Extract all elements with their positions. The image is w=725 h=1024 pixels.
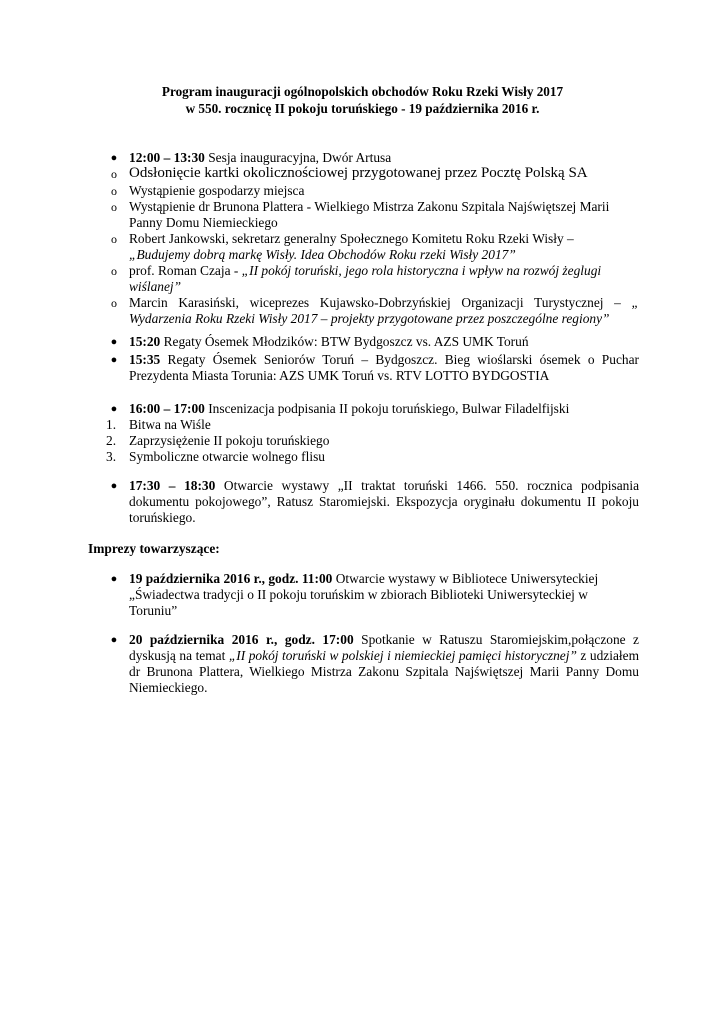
- session1-item-3: Wystąpienie dr Brunona Plattera - Wielkiego Mistrza Zakonu Szpitala Najświętszej Marii Panny Domu Niemieckiego: [129, 199, 610, 230]
- circle-bullet-icon: o: [111, 264, 117, 278]
- title-line-2: w 550. rocznicę II pokoju toruńskiego - 19 października 2016 r.: [185, 101, 540, 116]
- session2-line: [129, 401, 639, 417]
- bullet-icon: ●: [110, 634, 118, 646]
- circle-bullet-icon: o: [111, 200, 117, 214]
- side-event-2-text: Spotkanie w Ratuszu Staromiejskim,połączone z dyskusją na temat: [129, 632, 639, 663]
- bullet-icon: ●: [110, 403, 118, 415]
- session1-line: [129, 150, 639, 166]
- session2-text: Inscenizacja podpisania II pokoju toruńskiego, Bulwar Filadelfijski: [204, 401, 570, 416]
- session1-item-6-text: Marcin Karasiński, wiceprezes Kujawsko-Dobrzyńskiej Organizacji Turystycznej –: [129, 295, 632, 310]
- session1-item-4: [129, 231, 639, 263]
- regatta1-text: Regaty Ósemek Młodzików: BTW Bydgoszcz vs. AZS UMK Toruń: [160, 334, 529, 349]
- session1-item-5-quote: „II pokój toruński, jego rola historyczna i wpływ na rozwój żeglugi wiślanej”: [129, 263, 602, 294]
- side-event-1-date: 19 października 2016 r., godz. 11:00: [129, 571, 333, 586]
- circle-bullet-icon: o: [111, 167, 117, 181]
- session1-item-5: [129, 263, 614, 295]
- session2-time: 16:00 – 17:00: [129, 401, 205, 416]
- session3-line: [129, 478, 639, 526]
- bullet-icon: ●: [110, 336, 118, 348]
- side-event-1: [129, 571, 639, 619]
- circle-bullet-icon: o: [111, 296, 117, 310]
- side-event-2-quote: „II pokój toruński w polskiej i niemieckiej pamięci historycznej”: [228, 648, 577, 663]
- session1-time: 12:00 – 13:30: [129, 150, 205, 165]
- session1-item-6: [129, 295, 639, 327]
- session1-item-4-quote: „Budujemy dobrą markę Wisły. Idea Obchodów Roku rzeki Wisły 2017”: [129, 247, 516, 262]
- step-number: 3.: [106, 449, 117, 464]
- bullet-icon: ●: [110, 354, 118, 366]
- side-event-2-date: 20 października 2016 r., godz. 17:00: [129, 632, 354, 647]
- session1-item-6-quote: „ Wydarzenia Roku Rzeki Wisły 2017 – projekty przygotowane przez poszczególne regiony”: [129, 295, 639, 326]
- regatta2-line: [129, 352, 639, 384]
- session1-item-2: Wystąpienie gospodarzy miejsca: [129, 183, 305, 198]
- bullet-icon: ●: [110, 573, 118, 585]
- regatta2-text: Regaty Ósemek Seniorów Toruń – Bydgoszcz. Bieg wioślarski ósemek o Puchar Prezydenta Miasta Torunia: AZS UMK Toruń vs. RTV LOTTO BYDGOSTIA: [129, 352, 639, 383]
- bullet-icon: ●: [110, 480, 118, 492]
- session3-time: 17:30 – 18:30: [129, 478, 216, 493]
- side-events-heading: Imprezy towarzyszące:: [88, 541, 220, 556]
- regatta2-time: 15:35: [129, 352, 161, 367]
- session3-text: Otwarcie wystawy „II traktat toruński 1466. 550. rocznica podpisania dokumentu pokojowego”, Ratusz Staromiejski. Ekspozycja oryginału dokumentu II pokoju toruńskiego.: [129, 478, 640, 525]
- side-event-2-text2: z udziałem dr Brunona Plattera, Wielkiego Mistrza Zakonu Szpitala Najświętszej Marii Panny Domu Niemieckiego.: [129, 648, 639, 695]
- session1-item-5-text: prof. Roman Czaja -: [129, 263, 242, 278]
- session2-step-1: Bitwa na Wiśle: [129, 417, 211, 432]
- session1-text: Sesja inauguracyjna, Dwór Artusa: [204, 150, 392, 165]
- session1-item-1: Odsłonięcie kartki okolicznościowej przygotowanej przez Pocztę Polską SA: [129, 165, 588, 181]
- circle-bullet-icon: o: [111, 232, 117, 246]
- session1-item-4-text: Robert Jankowski, sekretarz generalny Społecznego Komitetu Roku Rzeki Wisły –: [129, 231, 574, 246]
- title-line-1: Program inauguracji ogólnopolskich obchodów Roku Rzeki Wisły 2017: [161, 84, 564, 99]
- bullet-icon: ●: [110, 152, 118, 164]
- step-number: 1.: [106, 417, 117, 432]
- circle-bullet-icon: o: [111, 184, 117, 198]
- session2-step-2: Zaprzysiężenie II pokoju toruńskiego: [129, 433, 330, 448]
- step-number: 2.: [106, 433, 117, 448]
- side-event-2: [129, 632, 639, 696]
- regatta1-time: 15:20: [129, 334, 161, 349]
- session2-step-3: Symboliczne otwarcie wolnego flisu: [129, 449, 325, 464]
- side-event-1-text: Otwarcie wystawy w Bibliotece Uniwersyteckiej „Świadectwa tradycji o II pokoju toruńskim w zbiorach Biblioteki Uniwersyteckiej w Toruniu”: [129, 571, 599, 618]
- regatta1-line: [129, 334, 639, 350]
